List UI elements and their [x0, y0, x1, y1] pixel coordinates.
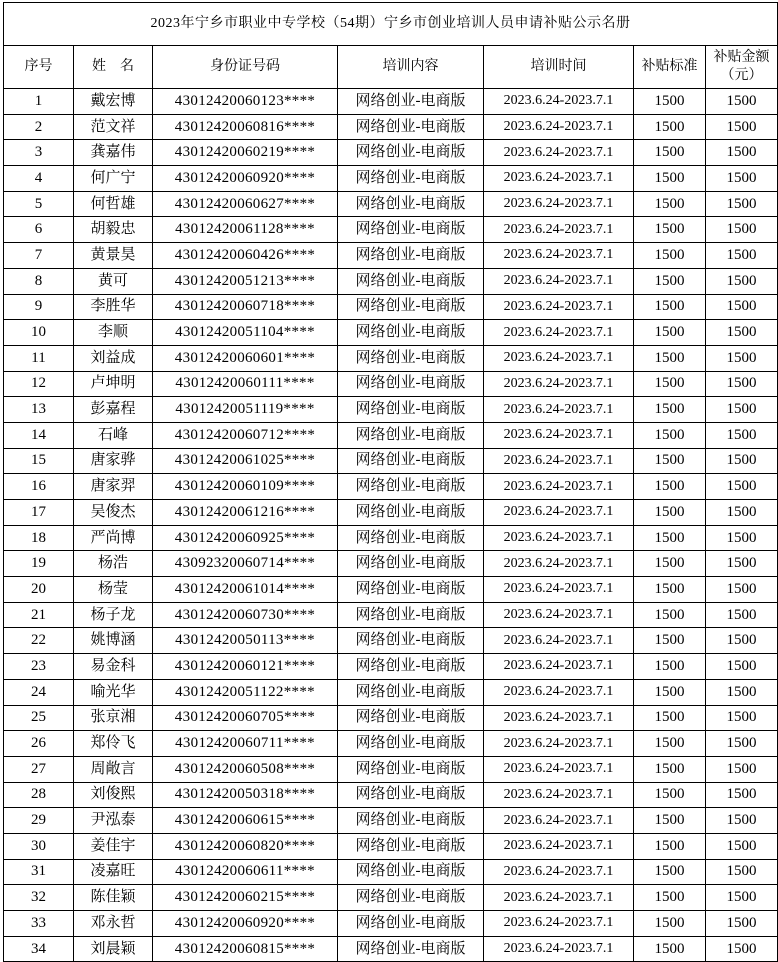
cell-no: 18: [4, 525, 74, 551]
cell-name: 周敞言: [74, 756, 153, 782]
cell-id: 43012420060920****: [153, 911, 338, 937]
cell-content: 网络创业-电商版: [338, 936, 484, 962]
cell-amount: 1500: [706, 217, 778, 243]
cell-content: 网络创业-电商版: [338, 500, 484, 526]
column-header-6: 补贴金额（元）: [706, 46, 778, 89]
table-row: [4, 345, 778, 371]
cell-content: 网络创业-电商版: [338, 808, 484, 834]
cell-name: 卢坤明: [74, 371, 153, 397]
cell-standard: 1500: [634, 500, 706, 526]
cell-standard: 1500: [634, 911, 706, 937]
table-row: [4, 474, 778, 500]
column-header-1: 姓 名: [74, 46, 153, 89]
cell-id: 43012420060815****: [153, 936, 338, 962]
header-row: [4, 46, 778, 89]
cell-name: 易金科: [74, 654, 153, 680]
cell-content: 网络创业-电商版: [338, 731, 484, 757]
cell-content: 网络创业-电商版: [338, 268, 484, 294]
cell-content: 网络创业-电商版: [338, 371, 484, 397]
cell-no: 29: [4, 808, 74, 834]
cell-standard: 1500: [634, 833, 706, 859]
cell-content: 网络创业-电商版: [338, 89, 484, 115]
table-row: [4, 551, 778, 577]
cell-id: 43012420061014****: [153, 577, 338, 603]
cell-amount: 1500: [706, 782, 778, 808]
cell-standard: 1500: [634, 885, 706, 911]
cell-no: 34: [4, 936, 74, 962]
cell-id: 43012420060925****: [153, 525, 338, 551]
cell-name: 姜佳宇: [74, 833, 153, 859]
cell-id: 43012420050113****: [153, 628, 338, 654]
cell-name: 陈佳颖: [74, 885, 153, 911]
cell-content: 网络创业-电商版: [338, 705, 484, 731]
cell-content: 网络创业-电商版: [338, 474, 484, 500]
cell-time: 2023.6.24-2023.7.1: [484, 782, 634, 808]
cell-no: 32: [4, 885, 74, 911]
cell-standard: 1500: [634, 191, 706, 217]
cell-no: 3: [4, 140, 74, 166]
cell-id: 43012420060627****: [153, 191, 338, 217]
table-row: [4, 756, 778, 782]
cell-id: 43012420060615****: [153, 808, 338, 834]
cell-content: 网络创业-电商版: [338, 345, 484, 371]
cell-standard: 1500: [634, 782, 706, 808]
cell-content: 网络创业-电商版: [338, 654, 484, 680]
cell-amount: 1500: [706, 294, 778, 320]
cell-standard: 1500: [634, 320, 706, 346]
cell-amount: 1500: [706, 320, 778, 346]
cell-time: 2023.6.24-2023.7.1: [484, 679, 634, 705]
cell-content: 网络创业-电商版: [338, 320, 484, 346]
cell-time: 2023.6.24-2023.7.1: [484, 294, 634, 320]
cell-id: 43012420051119****: [153, 397, 338, 423]
cell-name: 凌嘉旺: [74, 859, 153, 885]
cell-no: 28: [4, 782, 74, 808]
table-row: [4, 268, 778, 294]
cell-id: 43012420060426****: [153, 243, 338, 269]
cell-no: 25: [4, 705, 74, 731]
cell-standard: 1500: [634, 577, 706, 603]
cell-name: 唐家羿: [74, 474, 153, 500]
cell-amount: 1500: [706, 705, 778, 731]
table-row: [4, 448, 778, 474]
table-row: [4, 628, 778, 654]
cell-amount: 1500: [706, 474, 778, 500]
cell-name: 刘俊熙: [74, 782, 153, 808]
cell-no: 20: [4, 577, 74, 603]
cell-content: 网络创业-电商版: [338, 911, 484, 937]
cell-time: 2023.6.24-2023.7.1: [484, 140, 634, 166]
cell-id: 43012420051104****: [153, 320, 338, 346]
cell-no: 15: [4, 448, 74, 474]
cell-content: 网络创业-电商版: [338, 679, 484, 705]
cell-standard: 1500: [634, 936, 706, 962]
cell-content: 网络创业-电商版: [338, 448, 484, 474]
cell-content: 网络创业-电商版: [338, 577, 484, 603]
cell-standard: 1500: [634, 114, 706, 140]
cell-name: 李顺: [74, 320, 153, 346]
cell-id: 43012420061216****: [153, 500, 338, 526]
table-row: [4, 911, 778, 937]
cell-time: 2023.6.24-2023.7.1: [484, 808, 634, 834]
cell-no: 21: [4, 602, 74, 628]
cell-amount: 1500: [706, 140, 778, 166]
cell-standard: 1500: [634, 422, 706, 448]
cell-id: 43012420060121****: [153, 654, 338, 680]
cell-standard: 1500: [634, 89, 706, 115]
cell-standard: 1500: [634, 756, 706, 782]
cell-no: 10: [4, 320, 74, 346]
cell-standard: 1500: [634, 166, 706, 192]
cell-standard: 1500: [634, 859, 706, 885]
cell-no: 22: [4, 628, 74, 654]
cell-amount: 1500: [706, 654, 778, 680]
column-header-5: 补贴标准: [634, 46, 706, 89]
cell-amount: 1500: [706, 525, 778, 551]
table-row: [4, 808, 778, 834]
cell-id: 43092320060714****: [153, 551, 338, 577]
cell-no: 8: [4, 268, 74, 294]
table-row: [4, 371, 778, 397]
cell-amount: 1500: [706, 448, 778, 474]
cell-amount: 1500: [706, 808, 778, 834]
cell-time: 2023.6.24-2023.7.1: [484, 911, 634, 937]
cell-standard: 1500: [634, 268, 706, 294]
cell-standard: 1500: [634, 731, 706, 757]
cell-standard: 1500: [634, 140, 706, 166]
cell-no: 31: [4, 859, 74, 885]
cell-content: 网络创业-电商版: [338, 191, 484, 217]
cell-amount: 1500: [706, 397, 778, 423]
cell-amount: 1500: [706, 500, 778, 526]
cell-time: 2023.6.24-2023.7.1: [484, 500, 634, 526]
table-row: [4, 294, 778, 320]
cell-id: 43012420060601****: [153, 345, 338, 371]
cell-amount: 1500: [706, 345, 778, 371]
cell-content: 网络创业-电商版: [338, 602, 484, 628]
cell-standard: 1500: [634, 217, 706, 243]
table-row: [4, 166, 778, 192]
cell-name: 张京湘: [74, 705, 153, 731]
cell-name: 唐家骅: [74, 448, 153, 474]
cell-standard: 1500: [634, 705, 706, 731]
cell-name: 范文祥: [74, 114, 153, 140]
cell-amount: 1500: [706, 551, 778, 577]
cell-name: 石峰: [74, 422, 153, 448]
cell-content: 网络创业-电商版: [338, 525, 484, 551]
cell-content: 网络创业-电商版: [338, 422, 484, 448]
cell-no: 4: [4, 166, 74, 192]
cell-amount: 1500: [706, 371, 778, 397]
cell-id: 43012420060705****: [153, 705, 338, 731]
cell-name: 邓永哲: [74, 911, 153, 937]
cell-time: 2023.6.24-2023.7.1: [484, 602, 634, 628]
table-row: [4, 525, 778, 551]
column-header-2: 身份证号码: [153, 46, 338, 89]
cell-time: 2023.6.24-2023.7.1: [484, 191, 634, 217]
cell-amount: 1500: [706, 731, 778, 757]
cell-amount: 1500: [706, 679, 778, 705]
cell-name: 姚博涵: [74, 628, 153, 654]
cell-time: 2023.6.24-2023.7.1: [484, 166, 634, 192]
cell-amount: 1500: [706, 268, 778, 294]
cell-standard: 1500: [634, 602, 706, 628]
cell-time: 2023.6.24-2023.7.1: [484, 885, 634, 911]
table-row: [4, 833, 778, 859]
cell-time: 2023.6.24-2023.7.1: [484, 833, 634, 859]
cell-time: 2023.6.24-2023.7.1: [484, 859, 634, 885]
cell-no: 19: [4, 551, 74, 577]
cell-id: 43012420060711****: [153, 731, 338, 757]
cell-content: 网络创业-电商版: [338, 217, 484, 243]
cell-name: 喻光华: [74, 679, 153, 705]
table-row: [4, 397, 778, 423]
table-row: [4, 782, 778, 808]
cell-time: 2023.6.24-2023.7.1: [484, 654, 634, 680]
table-row: [4, 243, 778, 269]
cell-amount: 1500: [706, 833, 778, 859]
cell-no: 24: [4, 679, 74, 705]
cell-amount: 1500: [706, 756, 778, 782]
cell-content: 网络创业-电商版: [338, 166, 484, 192]
cell-no: 5: [4, 191, 74, 217]
cell-time: 2023.6.24-2023.7.1: [484, 371, 634, 397]
cell-time: 2023.6.24-2023.7.1: [484, 397, 634, 423]
cell-time: 2023.6.24-2023.7.1: [484, 320, 634, 346]
table-row: [4, 320, 778, 346]
cell-id: 43012420060730****: [153, 602, 338, 628]
cell-time: 2023.6.24-2023.7.1: [484, 705, 634, 731]
cell-content: 网络创业-电商版: [338, 243, 484, 269]
cell-name: 黄景昊: [74, 243, 153, 269]
cell-standard: 1500: [634, 448, 706, 474]
cell-time: 2023.6.24-2023.7.1: [484, 114, 634, 140]
cell-name: 戴宏博: [74, 89, 153, 115]
cell-name: 严尚博: [74, 525, 153, 551]
cell-standard: 1500: [634, 371, 706, 397]
cell-content: 网络创业-电商版: [338, 140, 484, 166]
cell-name: 胡毅忠: [74, 217, 153, 243]
cell-standard: 1500: [634, 551, 706, 577]
cell-standard: 1500: [634, 474, 706, 500]
cell-time: 2023.6.24-2023.7.1: [484, 474, 634, 500]
cell-no: 30: [4, 833, 74, 859]
cell-time: 2023.6.24-2023.7.1: [484, 628, 634, 654]
table-row: [4, 140, 778, 166]
table-row: [4, 114, 778, 140]
cell-amount: 1500: [706, 243, 778, 269]
cell-amount: 1500: [706, 628, 778, 654]
cell-time: 2023.6.24-2023.7.1: [484, 345, 634, 371]
cell-time: 2023.6.24-2023.7.1: [484, 217, 634, 243]
table-row: [4, 731, 778, 757]
cell-content: 网络创业-电商版: [338, 114, 484, 140]
cell-id: 43012420060820****: [153, 833, 338, 859]
title-row: [4, 3, 778, 46]
cell-id: 43012420060111****: [153, 371, 338, 397]
cell-no: 27: [4, 756, 74, 782]
cell-content: 网络创业-电商版: [338, 551, 484, 577]
cell-name: 刘晨颖: [74, 936, 153, 962]
table-row: [4, 217, 778, 243]
cell-amount: 1500: [706, 859, 778, 885]
cell-time: 2023.6.24-2023.7.1: [484, 551, 634, 577]
cell-time: 2023.6.24-2023.7.1: [484, 731, 634, 757]
cell-content: 网络创业-电商版: [338, 756, 484, 782]
cell-content: 网络创业-电商版: [338, 397, 484, 423]
cell-name: 李胜华: [74, 294, 153, 320]
cell-amount: 1500: [706, 89, 778, 115]
cell-no: 11: [4, 345, 74, 371]
cell-name: 彭嘉程: [74, 397, 153, 423]
table-row: [4, 679, 778, 705]
cell-standard: 1500: [634, 808, 706, 834]
cell-amount: 1500: [706, 936, 778, 962]
table-row: [4, 885, 778, 911]
cell-no: 2: [4, 114, 74, 140]
cell-time: 2023.6.24-2023.7.1: [484, 577, 634, 603]
cell-name: 刘益成: [74, 345, 153, 371]
cell-standard: 1500: [634, 243, 706, 269]
cell-time: 2023.6.24-2023.7.1: [484, 243, 634, 269]
table-row: [4, 654, 778, 680]
cell-content: 网络创业-电商版: [338, 885, 484, 911]
cell-name: 吴俊杰: [74, 500, 153, 526]
cell-id: 43012420060219****: [153, 140, 338, 166]
cell-amount: 1500: [706, 114, 778, 140]
cell-id: 43012420051213****: [153, 268, 338, 294]
table-row: [4, 422, 778, 448]
cell-name: 黄可: [74, 268, 153, 294]
cell-no: 14: [4, 422, 74, 448]
cell-content: 网络创业-电商版: [338, 782, 484, 808]
cell-no: 12: [4, 371, 74, 397]
table-row: [4, 936, 778, 962]
cell-no: 9: [4, 294, 74, 320]
cell-amount: 1500: [706, 166, 778, 192]
cell-amount: 1500: [706, 911, 778, 937]
cell-name: 杨莹: [74, 577, 153, 603]
cell-content: 网络创业-电商版: [338, 628, 484, 654]
cell-name: 杨子龙: [74, 602, 153, 628]
cell-name: 何广宁: [74, 166, 153, 192]
cell-no: 16: [4, 474, 74, 500]
page-title: 2023年宁乡市职业中专学校（54期）宁乡市创业培训人员申请补贴公示名册: [4, 3, 778, 46]
cell-time: 2023.6.24-2023.7.1: [484, 936, 634, 962]
cell-time: 2023.6.24-2023.7.1: [484, 268, 634, 294]
cell-no: 1: [4, 89, 74, 115]
cell-name: 杨浩: [74, 551, 153, 577]
table-row: [4, 89, 778, 115]
cell-standard: 1500: [634, 294, 706, 320]
cell-id: 43012420061128****: [153, 217, 338, 243]
cell-name: 何哲雄: [74, 191, 153, 217]
cell-no: 13: [4, 397, 74, 423]
cell-time: 2023.6.24-2023.7.1: [484, 525, 634, 551]
column-header-3: 培训内容: [338, 46, 484, 89]
cell-amount: 1500: [706, 422, 778, 448]
cell-content: 网络创业-电商版: [338, 859, 484, 885]
cell-time: 2023.6.24-2023.7.1: [484, 756, 634, 782]
cell-no: 26: [4, 731, 74, 757]
cell-time: 2023.6.24-2023.7.1: [484, 422, 634, 448]
cell-no: 7: [4, 243, 74, 269]
cell-name: 郑伶飞: [74, 731, 153, 757]
cell-name: 龚嘉伟: [74, 140, 153, 166]
cell-id: 43012420060712****: [153, 422, 338, 448]
table-row: [4, 859, 778, 885]
cell-content: 网络创业-电商版: [338, 833, 484, 859]
cell-id: 43012420051122****: [153, 679, 338, 705]
cell-id: 43012420060109****: [153, 474, 338, 500]
cell-amount: 1500: [706, 191, 778, 217]
cell-time: 2023.6.24-2023.7.1: [484, 89, 634, 115]
cell-id: 43012420060816****: [153, 114, 338, 140]
cell-id: 43012420060611****: [153, 859, 338, 885]
cell-id: 43012420060920****: [153, 166, 338, 192]
table-row: [4, 577, 778, 603]
cell-no: 6: [4, 217, 74, 243]
cell-standard: 1500: [634, 679, 706, 705]
subsidy-roster-table: [3, 2, 778, 962]
cell-no: 33: [4, 911, 74, 937]
table-row: [4, 602, 778, 628]
cell-content: 网络创业-电商版: [338, 294, 484, 320]
cell-time: 2023.6.24-2023.7.1: [484, 448, 634, 474]
cell-standard: 1500: [634, 628, 706, 654]
table-row: [4, 500, 778, 526]
cell-no: 17: [4, 500, 74, 526]
cell-amount: 1500: [706, 602, 778, 628]
cell-id: 43012420060718****: [153, 294, 338, 320]
cell-id: 43012420060215****: [153, 885, 338, 911]
cell-id: 43012420061025****: [153, 448, 338, 474]
cell-id: 43012420060508****: [153, 756, 338, 782]
cell-amount: 1500: [706, 885, 778, 911]
cell-id: 43012420050318****: [153, 782, 338, 808]
cell-standard: 1500: [634, 654, 706, 680]
cell-no: 23: [4, 654, 74, 680]
cell-id: 43012420060123****: [153, 89, 338, 115]
table-row: [4, 191, 778, 217]
cell-standard: 1500: [634, 525, 706, 551]
table-row: [4, 705, 778, 731]
cell-standard: 1500: [634, 345, 706, 371]
column-header-4: 培训时间: [484, 46, 634, 89]
cell-name: 尹泓泰: [74, 808, 153, 834]
cell-amount: 1500: [706, 577, 778, 603]
cell-standard: 1500: [634, 397, 706, 423]
column-header-0: 序号: [4, 46, 74, 89]
